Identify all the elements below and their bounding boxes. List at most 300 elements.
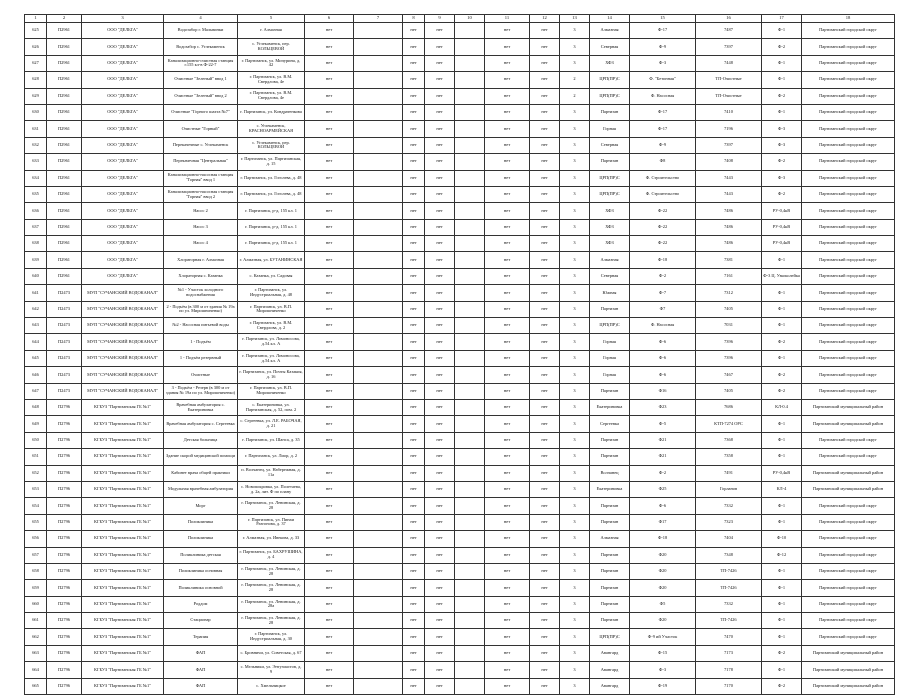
table-cell: 3 - Подъём - Резерв (в 300 м от здания № 19а по ул. Мирошниченко) (164, 383, 238, 399)
table-cell: 630 (25, 104, 47, 120)
table-cell: г. Партизанск, ул. БАХРУШИНА, д. 4 (238, 547, 305, 563)
table-cell: нет (485, 662, 530, 678)
table-cell: П2796 (47, 662, 82, 678)
table-cell: Северная (590, 39, 630, 55)
table-cell: ХФЗ (590, 55, 630, 71)
table-cell: нет (305, 252, 354, 268)
table-cell: нет (425, 367, 455, 383)
table-cell: Ф-2 (762, 39, 802, 55)
table-row (25, 236, 895, 252)
table-cell: Ф-1 (762, 613, 802, 629)
table-cell (455, 39, 485, 55)
table-cell: Партизанский муниципальный район (802, 465, 895, 481)
table-cell: 3 (560, 301, 590, 317)
table-cell: нет (530, 121, 560, 137)
table-cell: 3 (560, 121, 590, 137)
table-cell: 7381 (696, 252, 762, 268)
table-cell: 3 (560, 432, 590, 448)
table-cell: нет (403, 449, 425, 465)
table-cell: Водозабор с. Углекаменск (164, 39, 238, 55)
table-cell: Партизанский городской округ (802, 104, 895, 120)
table-cell (455, 170, 485, 186)
table-cell: г. Партизанск, ул. Индустриальная, д. 30 (238, 629, 305, 645)
table-cell: П2961 (47, 39, 82, 55)
table-cell: П2796 (47, 432, 82, 448)
table-cell: нет (530, 39, 560, 55)
table-cell: Алмазная (590, 252, 630, 268)
table-cell: Ф-1 (762, 514, 802, 530)
table-cell: Партизанский городской округ (802, 563, 895, 579)
table-cell: нет (485, 514, 530, 530)
table-cell: Партизанский городской округ (802, 629, 895, 645)
table-cell: Партизанский городской округ (802, 383, 895, 399)
table-row (25, 481, 895, 497)
table-cell: ЦРП(ПР)С (590, 170, 630, 186)
table-cell: нет (530, 219, 560, 235)
table-cell: Партизанский городской округ (802, 285, 895, 301)
table-cell: Горланов (696, 481, 762, 497)
table-cell: Партизанский городской округ (802, 301, 895, 317)
table-cell: ООО "ДЕЛЬТА" (82, 252, 164, 268)
table-cell: Ф5 (630, 596, 696, 612)
table-cell: нет (403, 432, 425, 448)
table-cell (455, 416, 485, 432)
table-cell: нет (485, 301, 530, 317)
table-cell: Ф-9 ий Участок (630, 629, 696, 645)
table-cell (455, 219, 485, 235)
table-cell: нет (530, 104, 560, 120)
table-cell: Партизанский городской округ (802, 203, 895, 219)
table-cell (455, 547, 485, 563)
table-cell: Ф-22 (630, 219, 696, 235)
table-cell: нет (485, 285, 530, 301)
table-cell: нет (305, 170, 354, 186)
table-cell: г. Алмазная (238, 23, 305, 39)
table-cell: с. Хмельницкое (238, 678, 305, 694)
table-cell: 7196 (696, 121, 762, 137)
table-cell: 625 (25, 23, 47, 39)
table-cell: нет (305, 301, 354, 317)
table-cell: КГБУЗ "Партизанская ГБ №1" (82, 678, 164, 694)
table-cell: 3 (560, 367, 590, 383)
table-cell: Партизан (590, 580, 630, 596)
table-cell: нет (403, 252, 425, 268)
table-cell: г. Партизанск, ул. Ломоносова, д.54 кл. А (238, 350, 305, 366)
table-cell: Очистные "Горный" (164, 121, 238, 137)
table-cell: П2473 (47, 334, 82, 350)
table-cell: нет (425, 104, 455, 120)
table-cell (455, 367, 485, 383)
table-cell: нет (425, 645, 455, 661)
table-cell: нет (425, 531, 455, 547)
table-cell (455, 662, 485, 678)
table-cell: КГБУЗ "Партизанская ГБ №1" (82, 580, 164, 596)
table-cell: нет (305, 203, 354, 219)
table-cell: Ф23 (630, 399, 696, 415)
column-header: 2 (47, 15, 82, 23)
table-cell: нет (425, 285, 455, 301)
table-cell (354, 39, 403, 55)
table-cell: РУ-0,4кВ (762, 465, 802, 481)
table-cell: Авангард (590, 678, 630, 694)
table-cell: Ф25 (630, 481, 696, 497)
table-cell: Алмазная (590, 531, 630, 547)
table-cell: П2961 (47, 88, 82, 104)
table-cell: МУП "СУЧАНСКИЙ ВОДОКАНАЛ" (82, 285, 164, 301)
table-cell: нет (305, 613, 354, 629)
table-cell: нет (530, 531, 560, 547)
table-cell: нет (403, 367, 425, 383)
table-cell: Ф-1 (762, 449, 802, 465)
table-cell: 2 (560, 72, 590, 88)
table-cell: 641 (25, 285, 47, 301)
column-header: 16 (696, 15, 762, 23)
table-cell: Партизанский муниципальный район (802, 416, 895, 432)
table-cell: Ф-3 Ц. Узкоколейка (762, 268, 802, 284)
table-cell: нет (305, 55, 354, 71)
table-cell: Ф-1 (762, 285, 802, 301)
table-cell: П2796 (47, 416, 82, 432)
table-cell (354, 432, 403, 448)
table-cell: 7686 (696, 399, 762, 415)
table-cell: с. Сергеевка, ул. Л.Е. РАБОЧАЯ, д. 21 (238, 416, 305, 432)
table-cell (354, 596, 403, 612)
table-cell: 647 (25, 383, 47, 399)
table-cell: Ф-19 (630, 678, 696, 694)
table-cell: нет (403, 154, 425, 170)
table-cell: 3 (560, 416, 590, 432)
table-cell: 3 (560, 154, 590, 170)
table-cell: 3 (560, 219, 590, 235)
table-cell (455, 678, 485, 694)
column-header: 4 (164, 15, 238, 23)
table-cell: Партизан (590, 613, 630, 629)
table-cell (455, 498, 485, 514)
table-cell: 7396 (696, 334, 762, 350)
table-cell: ХФЗ (590, 219, 630, 235)
table-cell: КГБУЗ "Партизанская ГБ №1" (82, 547, 164, 563)
table-cell (455, 563, 485, 579)
table-cell: 3 (560, 137, 590, 153)
table-cell: Горная (590, 334, 630, 350)
table-cell: нет (403, 72, 425, 88)
table-cell: Ф20 (630, 547, 696, 563)
table-cell: Ф-1 (762, 252, 802, 268)
table-cell: КГБУЗ "Партизанская ГБ №1" (82, 531, 164, 547)
table-cell: г. Партизанск, ул. В.П. Мирошниченко (238, 301, 305, 317)
table-cell: П2796 (47, 547, 82, 563)
table-cell: Ф-1 (762, 55, 802, 71)
table-cell: 3 (560, 318, 590, 334)
table-cell: П2796 (47, 531, 82, 547)
table-row (25, 367, 895, 383)
table-cell: МУП "СУЧАНСКИЙ ВОДОКАНАЛ" (82, 301, 164, 317)
table-cell: 7405 (696, 383, 762, 399)
table-cell: нет (403, 137, 425, 153)
table-cell: нет (485, 236, 530, 252)
table-cell: 663 (25, 645, 47, 661)
table-cell: 3 (560, 186, 590, 202)
table-cell: Партизанский городской округ (802, 547, 895, 563)
table-cell: Ф-1 (762, 23, 802, 39)
table-cell: П2796 (47, 629, 82, 645)
table-cell: 2 - Подъём (в 300 м от здания № 19а по ул. Мирошниченко) (164, 301, 238, 317)
table-cell: 7332 (696, 596, 762, 612)
table-cell: КТП-7274 ОРС (696, 416, 762, 432)
table-cell: Ф-5 (630, 416, 696, 432)
table-cell: г. Партизанск, ул. Кондратенкова (238, 104, 305, 120)
table-cell: нет (530, 88, 560, 104)
table-cell: нет (425, 629, 455, 645)
table-cell: 3 (560, 465, 590, 481)
table-cell: нет (403, 531, 425, 547)
table-row (25, 563, 895, 579)
table-cell: нет (403, 121, 425, 137)
table-cell: Партизан (590, 301, 630, 317)
table-row (25, 104, 895, 120)
table-cell: 7031 (696, 318, 762, 334)
table-cell: нет (425, 252, 455, 268)
table-cell: 658 (25, 563, 47, 579)
table-cell: г. Партизанск, ул. В.П. Мирошниченко (238, 383, 305, 399)
table-cell: нет (485, 154, 530, 170)
table-cell: нет (403, 596, 425, 612)
table-cell: 3 (560, 285, 590, 301)
table-cell: нет (485, 318, 530, 334)
table-cell: нет (530, 465, 560, 481)
table-cell: 644 (25, 334, 47, 350)
table-row (25, 268, 895, 284)
table-cell: Партизанский городской округ (802, 55, 895, 71)
table-cell: Врачебная амбулатория с. Екатериновка (164, 399, 238, 415)
table-cell: 665 (25, 678, 47, 694)
table-cell: Ф-22 (630, 203, 696, 219)
table-cell (354, 154, 403, 170)
table-cell: №2 - Насосная питьевой воды (164, 318, 238, 334)
table-cell: 634 (25, 170, 47, 186)
table-cell: 628 (25, 72, 47, 88)
table-cell: 662 (25, 629, 47, 645)
table-cell (455, 432, 485, 448)
table-cell: нет (485, 645, 530, 661)
table-cell: нет (425, 137, 455, 153)
table-cell: Морг (164, 498, 238, 514)
table-cell: нет (485, 39, 530, 55)
table-cell (354, 137, 403, 153)
table-cell: П2473 (47, 350, 82, 366)
table-cell: Ф-6 (630, 367, 696, 383)
table-cell: ООО "ДЕЛЬТА" (82, 268, 164, 284)
table-cell: нет (425, 563, 455, 579)
table-cell: Алмазная (590, 23, 630, 39)
table-cell: 626 (25, 39, 47, 55)
table-cell: Хлораторная г. Алмазная (164, 252, 238, 268)
table-cell: Ф-6 (630, 350, 696, 366)
table-cell: г. Партизанск, ул. Ленинская, д. 28а (238, 596, 305, 612)
table-cell: Партизанский муниципальный район (802, 678, 895, 694)
table-cell: Ф-1 (762, 350, 802, 366)
table-cell: Ф-2 (762, 678, 802, 694)
table-cell: Ф-3 (630, 55, 696, 71)
table-cell: нет (485, 203, 530, 219)
table-cell: ООО "ДЕЛЬТА" (82, 55, 164, 71)
table-cell: нет (485, 629, 530, 645)
table-cell: Партизанский городской округ (802, 350, 895, 366)
table-cell: нет (305, 186, 354, 202)
table-cell: 661 (25, 613, 47, 629)
table-cell: Партизан (590, 154, 630, 170)
table-cell: 3 (560, 23, 590, 39)
table-cell: П2961 (47, 236, 82, 252)
table-cell: Партизанский городской округ (802, 268, 895, 284)
table-cell (354, 72, 403, 88)
table-cell: Водозабор г. Мальвинки (164, 23, 238, 39)
table-cell: Партизан (590, 498, 630, 514)
table-cell: нет (425, 662, 455, 678)
table-cell (354, 334, 403, 350)
table-cell: Ф-2 (762, 88, 802, 104)
table-cell: МУП "СУЧАНСКИЙ ВОДОКАНАЛ" (82, 318, 164, 334)
table-cell: г. Партизанск, ул. Ломоносова, д.54 кл. А (238, 334, 305, 350)
table-cell: 3 (560, 678, 590, 694)
column-header: 18 (802, 15, 895, 23)
table-cell (354, 301, 403, 317)
table-cell: нет (485, 613, 530, 629)
table-cell (455, 481, 485, 497)
table-cell: ХФЗ (590, 203, 630, 219)
table-cell: Екатериновка (590, 481, 630, 497)
table-cell: нет (530, 236, 560, 252)
table-row (25, 88, 895, 104)
table-cell: нет (485, 547, 530, 563)
column-header: 8 (403, 15, 425, 23)
table-cell: 7470 (696, 629, 762, 645)
table-cell: г. Партизанск, ул. Ленинская, д. 28 (238, 613, 305, 629)
table-cell: П2796 (47, 580, 82, 596)
table-cell: Партизанский городской округ (802, 449, 895, 465)
table-cell: нет (403, 563, 425, 579)
table-cell: 3 (560, 104, 590, 120)
table-row (25, 154, 895, 170)
table-cell: Волчанец (590, 465, 630, 481)
table-cell (354, 350, 403, 366)
table-cell: нет (530, 432, 560, 448)
table-cell: Северная (590, 268, 630, 284)
table-row (25, 645, 895, 661)
table-cell (354, 23, 403, 39)
table-cell: нет (403, 580, 425, 596)
table-cell: нет (305, 678, 354, 694)
table-cell: 654 (25, 498, 47, 514)
table-cell: нет (305, 399, 354, 415)
table-cell: нет (530, 662, 560, 678)
table-cell: КЛ-0.4 (762, 399, 802, 415)
table-cell: 650 (25, 432, 47, 448)
table-cell: КГБУЗ "Партизанская ГБ №1" (82, 662, 164, 678)
table-cell: ООО "ДЕЛЬТА" (82, 170, 164, 186)
table-cell: Модульная врачебная амбулатория (164, 481, 238, 497)
table-cell: 3 (560, 596, 590, 612)
table-cell (354, 367, 403, 383)
table-cell (455, 613, 485, 629)
table-cell: нет (305, 547, 354, 563)
data-table (24, 14, 895, 695)
table-cell: П2796 (47, 645, 82, 661)
table-row (25, 121, 895, 137)
table-cell: нет (485, 55, 530, 71)
table-cell (455, 580, 485, 596)
table-cell: нет (530, 55, 560, 71)
table-cell: нет (305, 219, 354, 235)
table-cell: нет (305, 285, 354, 301)
table-cell: нет (530, 252, 560, 268)
table-cell: 3 (560, 268, 590, 284)
table-cell (354, 514, 403, 530)
table-cell: Партизанский городской округ (802, 334, 895, 350)
table-cell: 657 (25, 547, 47, 563)
column-header: 6 (305, 15, 354, 23)
table-row (25, 186, 895, 202)
table-cell (455, 383, 485, 399)
table-cell: Ф-6 (630, 334, 696, 350)
table-cell (354, 170, 403, 186)
table-cell: нет (403, 39, 425, 55)
table-header (25, 15, 895, 23)
table-cell (455, 285, 485, 301)
table-cell: нет (530, 23, 560, 39)
table-cell (455, 596, 485, 612)
table-cell: Ф. Строительство (630, 170, 696, 186)
table-cell: ТП-7426 (696, 580, 762, 596)
table-cell (455, 203, 485, 219)
table-cell: нет (425, 301, 455, 317)
table-cell: Ф20 (630, 563, 696, 579)
table-cell: Канализационно-очистная станция г.155 кл-в Ф-22-7 (164, 55, 238, 71)
table-cell: 7408 (696, 154, 762, 170)
table-cell: Ф-3 (630, 662, 696, 678)
table-cell: 653 (25, 481, 47, 497)
table-cell: нет (425, 236, 455, 252)
table-cell: Партизан (590, 104, 630, 120)
table-cell: 664 (25, 662, 47, 678)
table-cell: нет (305, 514, 354, 530)
table-cell: Детская больница (164, 432, 238, 448)
table-cell: Партизанский городской округ (802, 23, 895, 39)
table-cell: нет (485, 678, 530, 694)
table-cell: 3 (560, 39, 590, 55)
table-cell: нет (305, 154, 354, 170)
table-cell: Ф-12 (762, 547, 802, 563)
table-row (25, 72, 895, 88)
table-cell: ТП-Очистные (696, 88, 762, 104)
table-cell: нет (425, 55, 455, 71)
table-cell: Партизанский городской округ (802, 154, 895, 170)
table-cell: нет (305, 383, 354, 399)
table-cell: нет (425, 154, 455, 170)
table-cell: нет (425, 72, 455, 88)
table-cell: Партизанский муниципальный район (802, 481, 895, 497)
table-cell (455, 137, 485, 153)
table-cell: с. Новопокровка, ул. Полетаева, д. 2а, лит. Ф по плану (238, 481, 305, 497)
table-cell: Ф-6 (630, 498, 696, 514)
table-cell: нет (530, 645, 560, 661)
table-cell: Ф-10 (762, 531, 802, 547)
table-cell: нет (530, 154, 560, 170)
table-cell: 3 (560, 55, 590, 71)
table-cell: ФАП (164, 645, 238, 661)
table-cell: 7358 (696, 449, 762, 465)
table-cell: Ф-1 (762, 563, 802, 579)
